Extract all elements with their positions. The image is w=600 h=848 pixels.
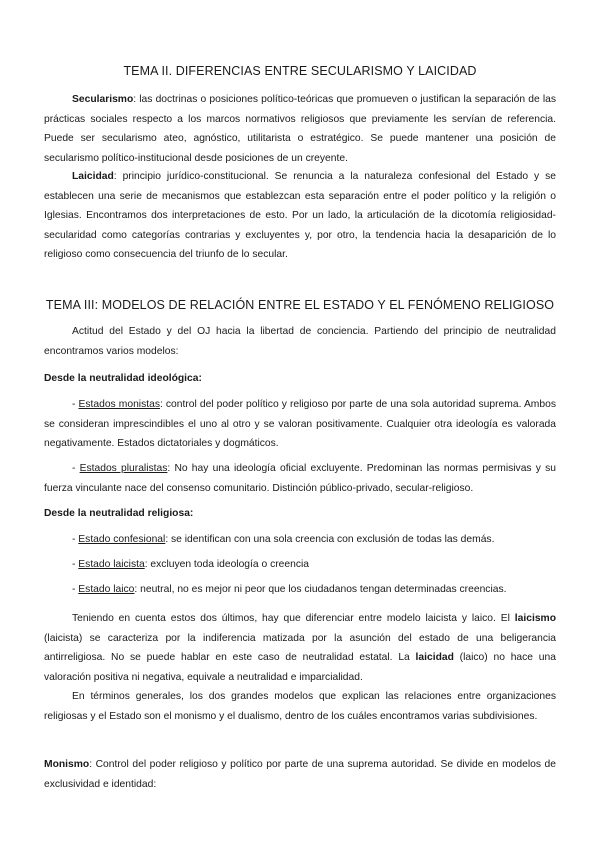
- laicismo-paragraph: [44, 609, 556, 687]
- laico-term: Estado laico: [78, 584, 135, 595]
- monistas-term: Estados monistas: [78, 399, 160, 410]
- pluralistas-text: : No hay una ideología oficial excluyente. Predominan las normas permisivas y su fuerza vinculante nace del consenso comunitario. Distinción público-privado, secular-religioso.: [44, 463, 556, 494]
- laicista-term: Estado laicista: [78, 559, 145, 570]
- laico-item: [72, 580, 556, 600]
- pluralistas-dash: -: [72, 463, 80, 474]
- laicista-dash: -: [72, 559, 79, 570]
- secularismo-definition: : las doctrinas o posiciones político-teóricas que promueven o justifican la separación de las prácticas sociales respecto a los marcos normativos religiosos que previamente les servían de referencia. Puede ser secularismo ateo, agnóstico, utilitarista o estratégico. Se puede mantener una posición de secularismo político-institucional desde posiciones de un creyente.: [44, 94, 556, 164]
- pluralistas-paragraph: [44, 459, 556, 498]
- monistas-paragraph: [44, 395, 556, 454]
- laicista-text: : excluyen toda ideología o creencia: [144, 559, 309, 570]
- laicidad-term-2: laicidad: [415, 652, 454, 664]
- tema-ii-title: TEMA II. DIFERENCIAS ENTRE SECULARISMO Y LAICIDAD: [123, 64, 477, 78]
- confesional-term: Estado confesional: [78, 534, 166, 545]
- monismo-term: Monismo: [44, 759, 90, 770]
- pluralistas-term: Estados pluralistas: [79, 463, 168, 474]
- monistas-text: : control del poder político y religioso por parte de una sola autoridad suprema. Ambos se consideran imprescindibles el uno al otro y se valoran positivamente. Cualquier otra ideología es valorada negativamente. Estados dictatoriales y dogmáticos.: [44, 399, 556, 450]
- confesional-item: [72, 530, 556, 550]
- laicidad-definition: : principio jurídico-constitucional. Se renuncia a la naturaleza confesional del Estado y se establecen una serie de mecanismos que establezcan esta separación entre el poder político y la religión o Iglesias. Encontramos dos interpretaciones de esto. Por un lado, la articulación de la dicotomía religiosidad-secularidad como categorías contrarias y excluyentes y, por otro, la tendencia hacia la desaparición de lo religioso como consecuencia del triunfo de lo secular.: [44, 171, 556, 261]
- secularismo-paragraph: [44, 90, 556, 168]
- laicismo-part-1: Teniendo en cuenta estos dos últimos, hay que diferenciar entre modelo laicista y laico. El: [72, 613, 515, 624]
- tema-iii-title: TEMA III: MODELOS DE RELACIÓN ENTRE EL ESTADO Y EL FENÓMENO RELIGIOSO: [45, 298, 555, 312]
- laicidad-term: Laicidad: [72, 171, 114, 182]
- laico-text: : neutral, no es mejor ni peor que los ciudadanos tengan determinadas creencias.: [134, 584, 507, 595]
- religiosa-heading: Desde la neutralidad religiosa:: [44, 508, 194, 519]
- ideologica-heading: Desde la neutralidad ideológica:: [44, 373, 202, 384]
- laicista-item: [72, 555, 556, 575]
- laico-dash: -: [72, 584, 79, 595]
- laicismo-part-3: (laico) no hace una valoración positiva ni negativa, equivale a neutralidad e imparcialidad.: [44, 652, 556, 683]
- confesional-dash: -: [72, 534, 79, 545]
- laicismo-part-2: (laicista) se caracteriza por la indiferencia matizada por la asunción del estado de una beligerancia antirreligiosa. No se puede hablar en este caso de neutralidad estatal. La: [44, 632, 556, 664]
- generales-paragraph: En términos generales, los dos grandes modelos que explican las relaciones entre organizaciones religiosas y el Estado son el monismo y el dualismo, dentro de los cuáles encontramos varias subdivisiones.: [44, 691, 556, 722]
- intro-paragraph: Actitud del Estado y del OJ hacia la libertad de conciencia. Partiendo del principio de neutralidad encontramos varios modelos:: [44, 326, 556, 357]
- secularismo-term: Secularismo: [72, 94, 134, 105]
- monismo-text: : Control del poder religioso y político por parte de una suprema autoridad. Se divide en modelos de exclusividad e identidad:: [44, 759, 556, 790]
- monistas-dash: -: [72, 399, 79, 410]
- laicismo-term: laicismo: [514, 613, 556, 624]
- laicidad-paragraph: [44, 167, 556, 265]
- confesional-text: : se identifican con una sola creencia con exclusión de todas las demás.: [165, 534, 495, 545]
- monismo-paragraph: [44, 755, 556, 794]
